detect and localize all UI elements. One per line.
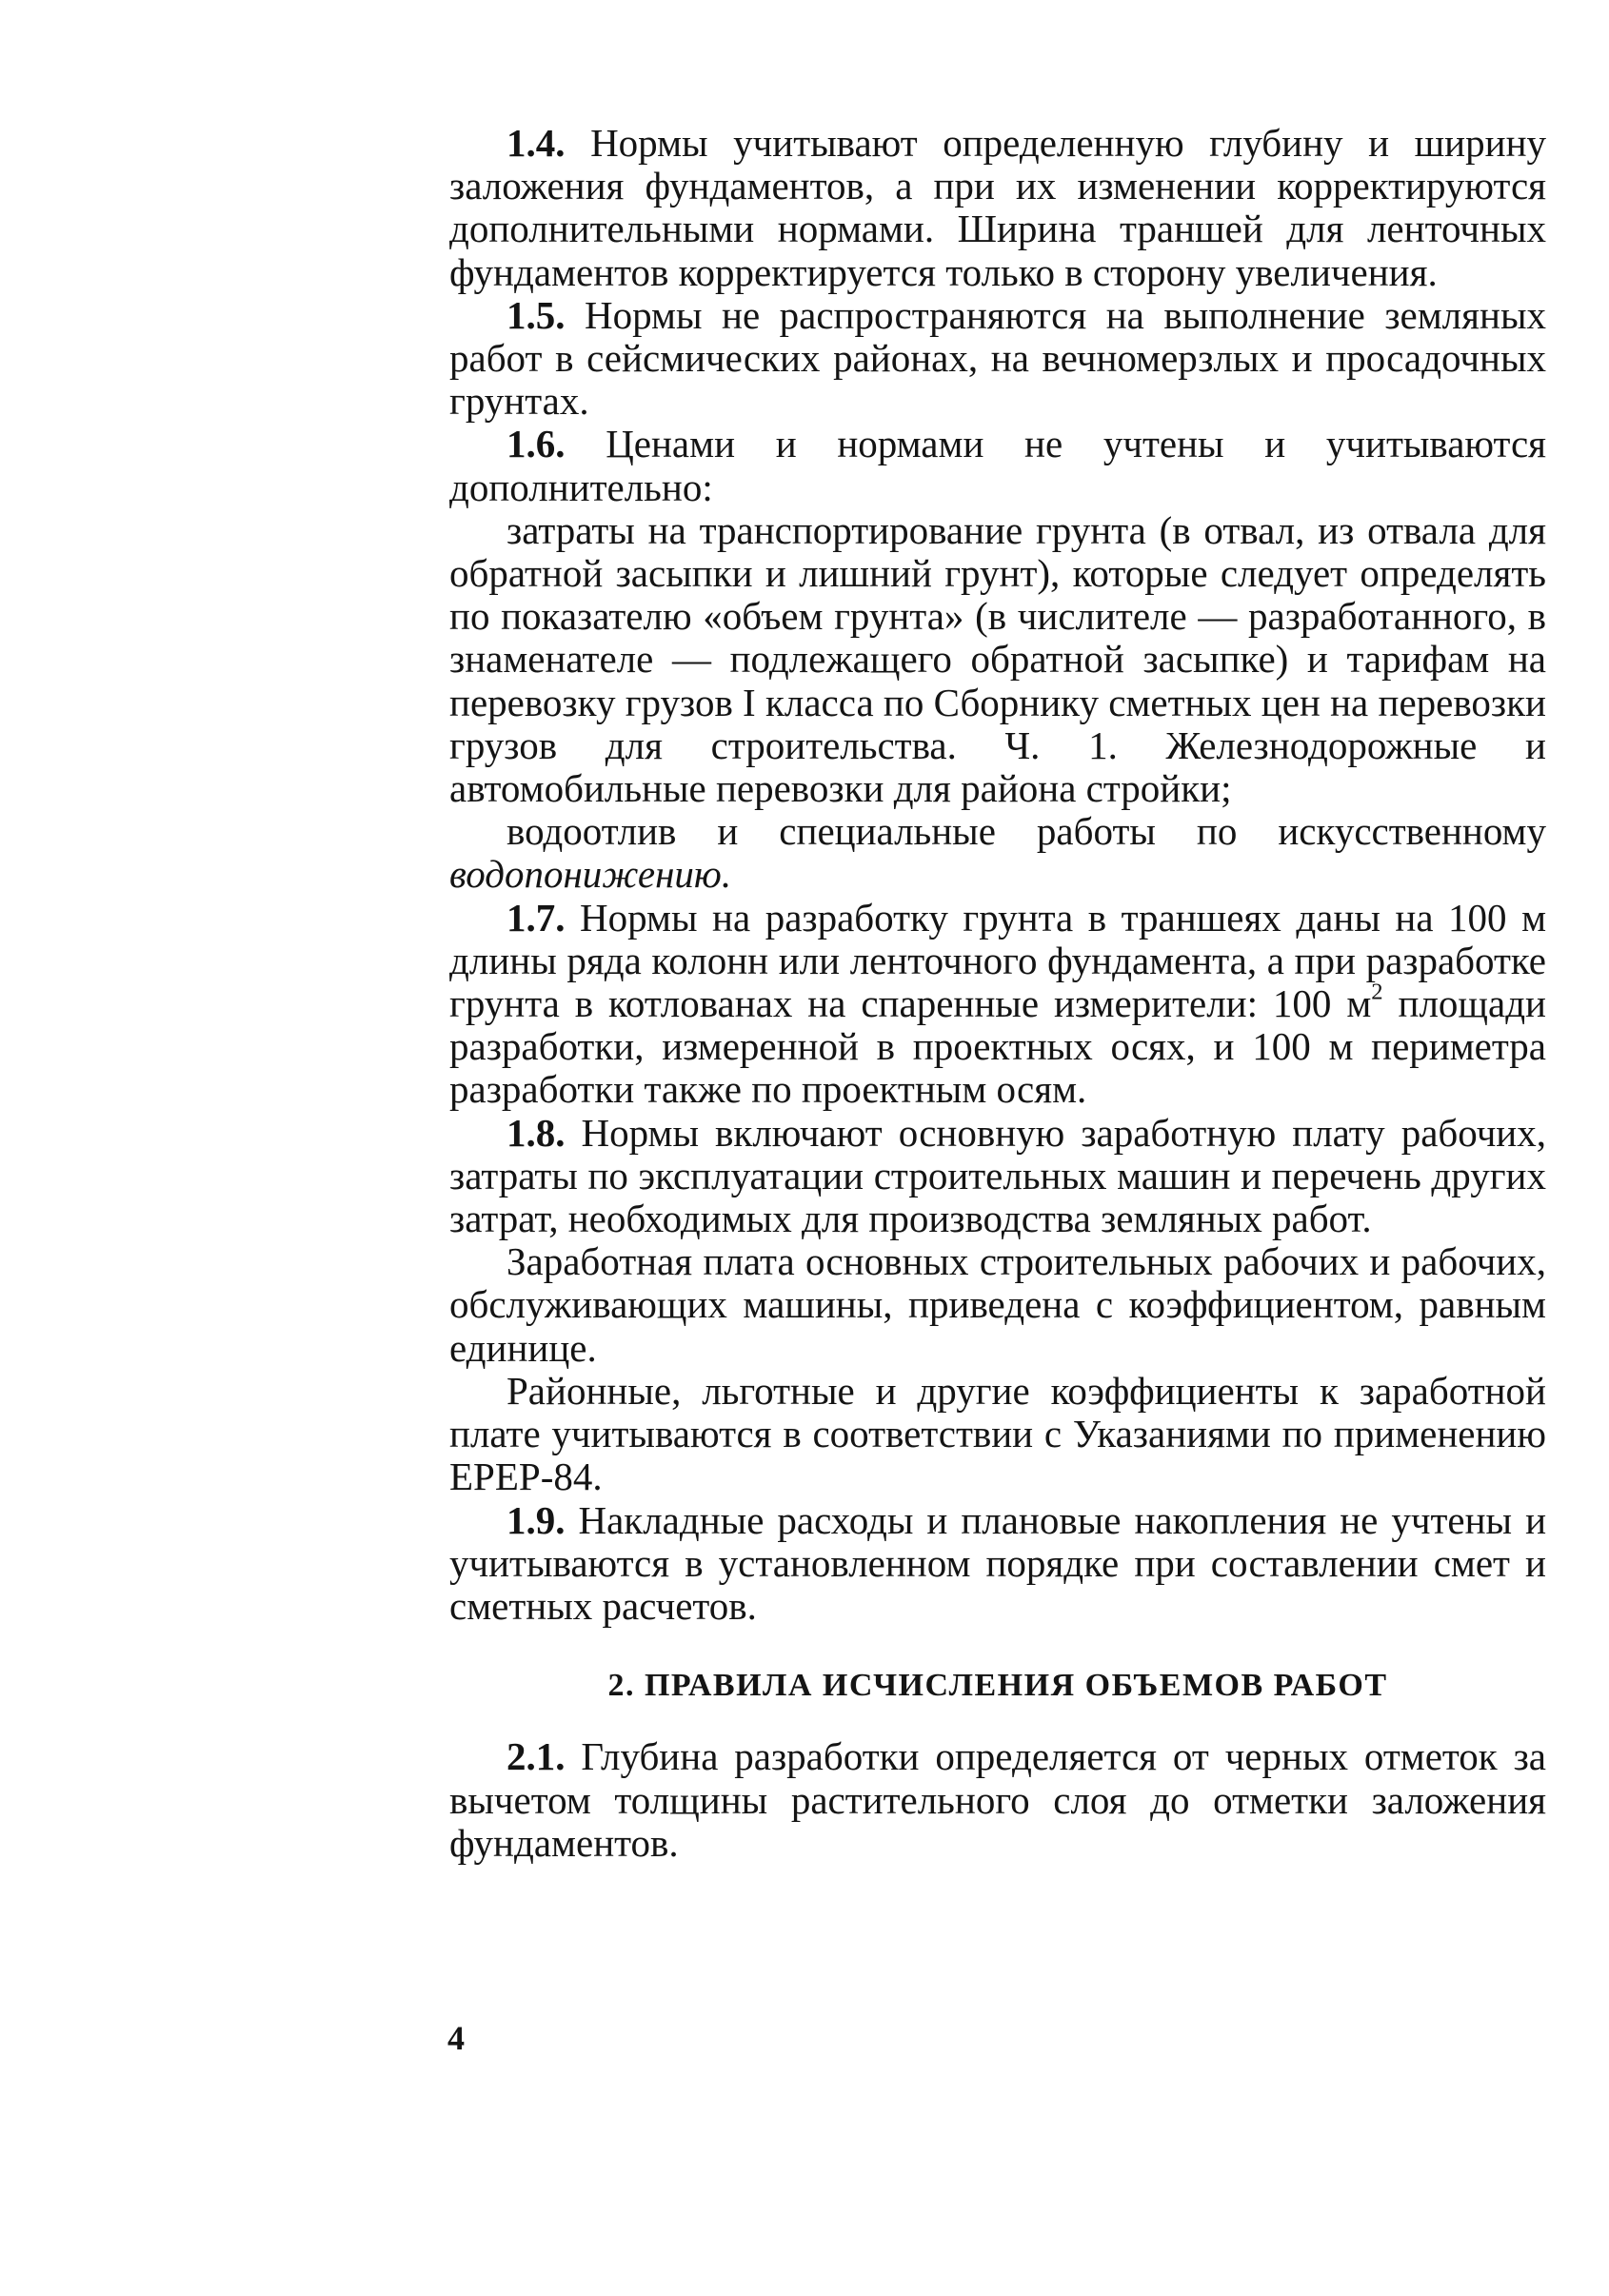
superscript: 2 <box>1371 979 1383 1005</box>
paragraph-italic-text: водопонижению. <box>449 852 732 897</box>
paragraph-number: 1.7. <box>507 895 566 940</box>
section-heading: 2. ПРАВИЛА ИСЧИСЛЕНИЯ ОБЪЕМОВ РАБОТ <box>607 1668 1388 1704</box>
paragraph-text: Нормы включают основную заработную плату рабочих, затраты по эксплуатации строительных машин и перечень других затрат, необходимых для производства земляных работ. <box>449 1110 1547 1241</box>
paragraph-number: 1.6. <box>507 422 566 466</box>
paragraph-text: затраты на транспортирование грунта (в отвал, из отвала для обратной засыпки и лишний грунт), которые следует определять по показателю «объем грунта» (в числителе — разработанного, в знаменателе — подлежащего обратной засыпке) и тарифам на перевозку грузов I класса по Сборнику сметных цен на перевозки грузов для строительства. Ч. 1. Железнодорожные и автомобильные перевозки для района стройки; <box>449 507 1546 811</box>
paragraph-text: водоотлив и специальные работы по искусственному <box>507 809 1546 854</box>
paragraph-number: 1.4. <box>507 121 566 165</box>
paragraph-1-8 <box>449 1112 1546 1241</box>
paragraph-dewatering <box>449 810 1546 896</box>
paragraph-text: Нормы на разработку грунта в траншеях даны на 100 м длины ряда колонн или ленточного фундамента, а при разработке грунта в котлованах на спаренные измерители: 100 м <box>449 895 1547 1026</box>
paragraph-text: Ценами и нормами не учтены и учитываются дополнительно: <box>449 422 1546 509</box>
paragraph-number: 1.8. <box>507 1110 566 1155</box>
document-page <box>449 122 1546 1865</box>
paragraph-1-9 <box>449 1499 1546 1629</box>
paragraph-coefficients <box>449 1370 1546 1499</box>
paragraph-1-6 <box>449 423 1546 508</box>
paragraph-text: Районные, льготные и другие коэффициенты к заработной плате учитываются в соответствии с Указаниями по применению ЕРЕР-84. <box>449 1368 1546 1499</box>
paragraph-1-5 <box>449 294 1546 424</box>
paragraph-1-7 <box>449 897 1546 1112</box>
paragraph-number: 1.5. <box>507 292 566 337</box>
paragraph-text-continued: площади разработки, измеренной в проектных осях, и 100 м периметра разработки также по проектным осям. <box>449 981 1546 1112</box>
paragraph-transport-costs <box>449 509 1546 810</box>
paragraph-text: Накладные расходы и плановые накопления не учтены и учитываются в установленном порядке при составлении смет и сметных расчетов. <box>449 1497 1547 1628</box>
paragraph-1-4 <box>449 122 1546 294</box>
page-number: 4 <box>447 2019 465 2057</box>
paragraph-2-1 <box>449 1735 1546 1865</box>
paragraph-wages <box>449 1240 1546 1370</box>
paragraph-number: 1.9. <box>507 1497 566 1542</box>
paragraph-number: 2.1. <box>507 1734 566 1779</box>
paragraph-text: Нормы не распространяются на выполнение земляных работ в сейсмических районах, на вечномерзлых и просадочных грунтах. <box>449 292 1546 424</box>
paragraph-text: Заработная плата основных строительных рабочих и рабочих, обслуживающих машины, приведена с коэффициентом, равным единице. <box>449 1239 1546 1370</box>
paragraph-text: Нормы учитывают определенную глубину и ширину заложения фундаментов, а при их изменении корректируются дополнительными нормами. Ширина траншей для ленточных фундаментов корректируется только в сторону увеличения. <box>449 121 1547 294</box>
paragraph-text: Глубина разработки определяется от черных отметок за вычетом толщины растительного слоя до отметки заложения фундаментов. <box>449 1734 1547 1865</box>
